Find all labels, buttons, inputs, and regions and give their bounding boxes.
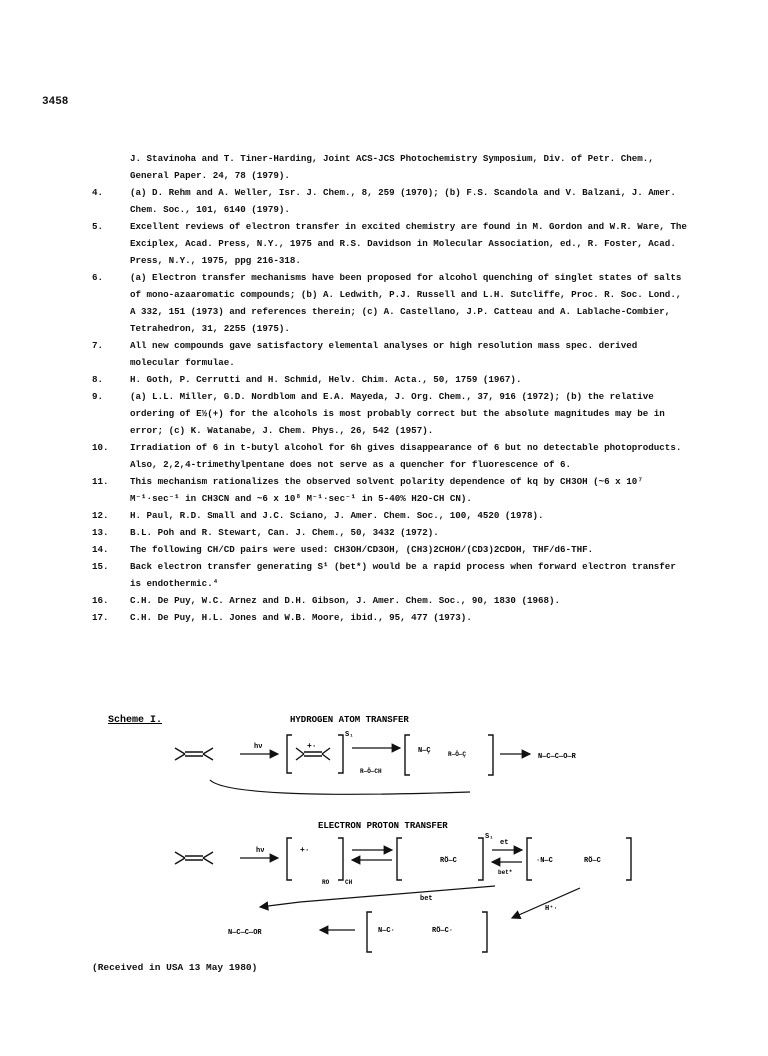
ept-bet-star-label: bet* — [498, 869, 513, 876]
scheme-label: Scheme I. — [108, 715, 163, 726]
reference-number: 11. — [92, 476, 109, 487]
reference-text: (a) Electron transfer mechanisms have been proposed for alcohol quenching of singlet states of salts of mono-azaaromatic compounds; (b) A. Ledwith, P.J. Russell and L.H. Sutcliffe, Proc. R. Soc. Lond., A 332, 151 (1973) and references therein; (c) A. Castellano, J.P. Catteau and A. Lablache-Combier, Tetrahedron, 31, 2255 (1975). — [130, 272, 682, 334]
ept-excited-bracket — [287, 838, 343, 880]
ept-h-plus-label: H⁺· — [545, 905, 558, 913]
ept-proton-arrow — [512, 888, 580, 918]
reference-text: H. Paul, R.D. Small and J.C. Sciano, J. Amer. Chem. Soc., 100, 4520 (1978). — [130, 510, 544, 521]
hat-quencher: R—Ö—CH — [360, 768, 382, 775]
reference-text: All new compounds gave satisfactory elemental analyses or high resolution mass spec. derived molecular formulae. — [130, 340, 638, 368]
reference-number: 7. — [92, 340, 104, 351]
reference-text: (a) D. Rehm and A. Weller, Isr. J. Chem., 8, 259 (1970); (b) F.S. Scandola and V. Balzani, J. Amer. Chem. Soc., 101, 6140 (1979). — [130, 187, 676, 215]
hat-radical-o: R—Ö—Ç — [448, 751, 467, 758]
ept-bet-label: bet — [420, 895, 433, 903]
reference-text: J. Stavinoha and T. Tiner-Harding, Joint ACS-JCS Photochemistry Symposium, Div. of Petr. Chem., General Paper. 24, 78 (1979). — [130, 153, 654, 181]
ept-plus-dot: +· — [300, 846, 310, 855]
reference-text: B.L. Poh and R. Stewart, Can. J. Chem., 50, 3432 (1972). — [130, 527, 439, 538]
reference-number: 6. — [92, 272, 104, 283]
reference-number: 15. — [92, 561, 109, 572]
reference-text: C.H. De Puy, H.L. Jones and W.B. Moore, ibid., 95, 477 (1973). — [130, 612, 472, 623]
ept-ch-label: CH — [345, 879, 353, 886]
reference-number: 17. — [92, 612, 109, 623]
ept-alkene — [175, 852, 213, 864]
ept-bet-arrow — [260, 886, 495, 907]
ept-hv-label: hν — [256, 847, 265, 855]
reference-number: 14. — [92, 544, 109, 555]
hat-radical-n: N—Ç — [418, 747, 431, 755]
hat-alkene — [175, 748, 213, 760]
reference-text: H. Goth, P. Cerrutti and H. Schmid, Helv. Chim. Acta., 50, 1759 (1967). — [130, 374, 522, 385]
reference-number: 4. — [92, 187, 104, 198]
ept-radical-cation: RÖ—C — [584, 857, 601, 865]
ept-ro-label: RO — [322, 879, 330, 886]
hat-return-arrow — [210, 780, 470, 794]
hat-s1-label: S₁ — [345, 731, 354, 739]
reference-number: 5. — [92, 221, 104, 232]
received-date: (Received in USA 13 May 1980) — [92, 962, 258, 973]
ept-title: ELECTRON PROTON TRANSFER — [318, 821, 448, 831]
ept-radical-n: N—C· — [378, 927, 395, 935]
reference-number: 16. — [92, 595, 109, 606]
hat-product: N—C—C—O—R — [538, 753, 576, 761]
reference-text: Back electron transfer generating S¹ (bet*) would be a rapid process when forward electron transfer is endothermic.⁴ — [130, 561, 676, 589]
ept-product: N—C—C—OR — [228, 929, 262, 937]
reference-number: 8. — [92, 374, 104, 385]
hat-plus-dot: +· — [307, 742, 317, 751]
ept-et-label: et — [500, 839, 509, 847]
reference-number: 10. — [92, 442, 109, 453]
ept-s1-label: S₁ — [485, 833, 494, 841]
reference-text: C.H. De Puy, W.C. Arnez and D.H. Gibson, J. Amer. Chem. Soc., 90, 1830 (1968). — [130, 595, 561, 606]
reference-number: 12. — [92, 510, 109, 521]
reference-text: Irradiation of 6 in t-butyl alcohol for 6h gives disappearance of 6 but no detectable photoproducts. Also, 2,2,4-trimethylpentane does not serve as a quencher for fluorescence of 6. — [130, 442, 682, 470]
ept-alcohol: RÖ—C — [440, 857, 457, 865]
hat-excited-bracket — [287, 735, 343, 773]
ept-radical-ro: RÖ—C· — [432, 927, 454, 935]
reference-text: The following CH/CD pairs were used: CH3OH/CD3OH, (CH3)2CHOH/(CD3)2CDOH, THF/d6-THF. — [130, 544, 594, 555]
hat-hv-label: hν — [254, 743, 263, 751]
page-number: 3458 — [42, 96, 69, 108]
reference-number: 9. — [92, 391, 104, 402]
ept-radical-anion: ·N—C — [536, 857, 553, 865]
reference-text: This mechanism rationalizes the observed solvent polarity dependence of kq by CH3OH (~6 x 10⁷ M⁻¹·sec⁻¹ in CH3CN and ~6 x 10⁸ M⁻¹·sec⁻¹ in 5-40% H2O-CH CN). — [130, 476, 643, 504]
reference-text: (a) L.L. Miller, G.D. Nordblom and E.A. Mayeda, J. Org. Chem., 37, 916 (1972); (b) the relative ordering of E½(+) for the alcohols is most probably correct but the absolute magnitudes may be in error; (c) K. Watanabe, J. Chem. Phys., 26, 542 (1957). — [130, 391, 665, 436]
reference-number: 13. — [92, 527, 109, 538]
reference-text: Excellent reviews of electron transfer in excited chemistry are found in M. Gordon and W.R. Ware, The Exciplex, Acad. Press, N.Y., 1975 and R.S. Davidson in Molecular Association, ed., R. Foster, Acad. Press, N.Y., 1975, ppg 216-318. — [130, 221, 687, 266]
hat-title: HYDROGEN ATOM TRANSFER — [290, 715, 409, 725]
